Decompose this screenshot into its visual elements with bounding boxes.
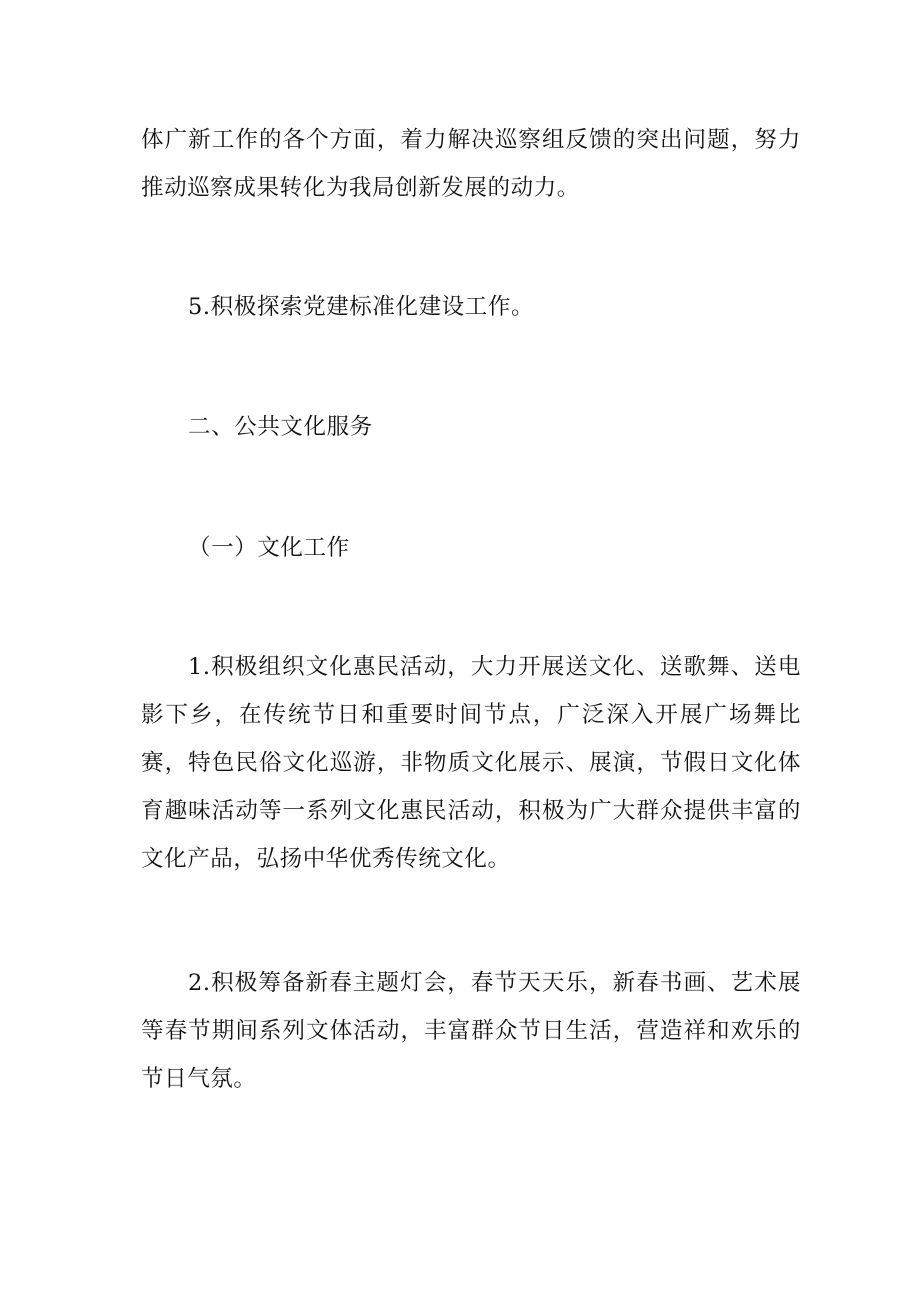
item-2-spring-festival: 2.积极筹备新春主题灯会，春节天天乐，新春书画、艺术展等春节期间系列文体活动，丰富群众节日生活，营造祥和欢乐的节日气氛。 — [141, 970, 801, 1092]
item-1-culture-activities: 1.积极组织文化惠民活动，大力开展送文化、送歌舞、送电影下乡，在传统节日和重要时间节点，广泛深入开展广场舞比赛，特色民俗文化巡游，非物质文化展示、展演，节假日文化体育趣味活动等一系列文化惠民活动，积极为广大群众提供丰富的文化产品，弘扬中华优秀传统文化。 — [141, 654, 801, 872]
paragraph-continuation: 体广新工作的各个方面，着力解决巡察组反馈的突出问题，努力推动巡察成果转化为我局创新发展的动力。 — [141, 127, 801, 201]
item-5-party-building: 5.积极探索党建标准化建设工作。 — [188, 294, 535, 320]
subsection-heading-culture-work: （一）文化工作 — [188, 535, 350, 561]
section-heading-public-culture: 二、公共文化服务 — [188, 414, 373, 440]
